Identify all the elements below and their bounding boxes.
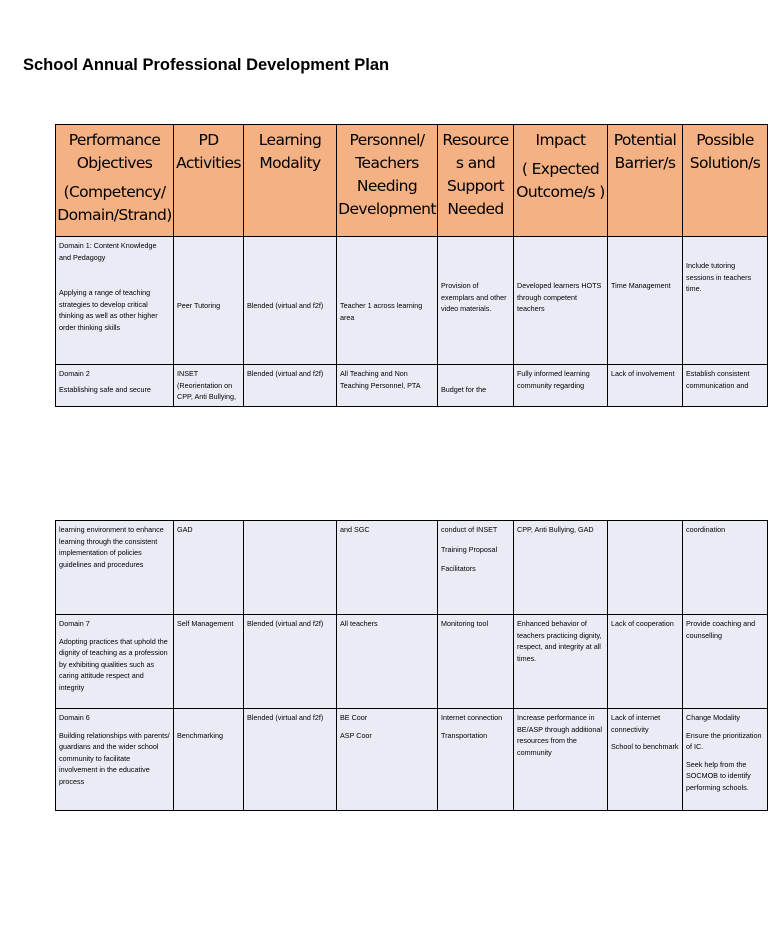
table-row [56, 237, 768, 365]
activity-cell: Self Management [174, 615, 244, 709]
page-title: School Annual Professional Development Plan [23, 56, 390, 74]
modality-cell [244, 521, 337, 615]
solution-cell: coordination [683, 521, 768, 615]
objective-cell: Domain 1: Content Knowledge and Pedagogy Applying a range of teaching strategies to develop critical thinking as well as other higher order thinking skills [56, 237, 174, 365]
table-row [56, 615, 768, 709]
header-modality: Learning Modality [244, 125, 337, 237]
personnel-cell: Teacher 1 across learning area [337, 237, 438, 365]
activity-cell: Peer Tutoring [174, 237, 244, 365]
impact-cell: CPP, Anti Bullying, GAD [514, 521, 608, 615]
personnel-cell: and SGC [337, 521, 438, 615]
barrier-cell: Lack of cooperation [608, 615, 683, 709]
impact-cell: Fully informed learning community regarding [514, 365, 608, 407]
modality-cell: Blended (virtual and f2f) [244, 365, 337, 407]
activity-cell: Benchmarking [174, 709, 244, 811]
barrier-cell: Lack of internet connectivity School to benchmark [608, 709, 683, 811]
header-personnel: Personnel/ Teachers Needing Development [337, 125, 438, 237]
solution-cell: Establish consistent communication and [683, 365, 768, 407]
resources-cell: conduct of INSET Training Proposal Facilitators [438, 521, 514, 615]
barrier-cell: Time Management [608, 237, 683, 365]
header-impact: Impact ( Expected Outcome/s ) [514, 125, 608, 237]
impact-cell: Developed learners HOTS through competent teachers [514, 237, 608, 365]
personnel-cell: All teachers [337, 615, 438, 709]
barrier-cell [608, 521, 683, 615]
plan-table-part-2 [55, 520, 768, 811]
header-resources: Resource s and Support Needed [438, 125, 514, 237]
solution-cell: Change Modality Ensure the prioritization of IC. Seek help from the SOCMOB to identify performing schools. [683, 709, 768, 811]
table-row [56, 365, 768, 407]
impact-cell: Increase performance in BE/ASP through additional resources from the community [514, 709, 608, 811]
modality-cell: Blended (virtual and f2f) [244, 709, 337, 811]
personnel-cell: All Teaching and Non Teaching Personnel, PTA [337, 365, 438, 407]
table-row [56, 521, 768, 615]
objective-cell: Domain 6 Building relationships with parents/ guardians and the wider school community to facilitate involvement in the educative process [56, 709, 174, 811]
header-barriers: Potential Barrier/s [608, 125, 683, 237]
resources-cell: Budget for the [438, 365, 514, 407]
impact-cell: Enhanced behavior of teachers practicing dignity, respect, and integrity at all times. [514, 615, 608, 709]
header-solutions: Possible Solution/s [683, 125, 768, 237]
objective-cell: learning environment to enhance learning through the consistent implementation of policies guidelines and procedures [56, 521, 174, 615]
personnel-cell: BE Coor ASP Coor [337, 709, 438, 811]
header-row [56, 125, 768, 237]
objective-cell: Domain 2 Establishing safe and secure [56, 365, 174, 407]
resources-cell: Internet connection Transportation [438, 709, 514, 811]
barrier-cell: Lack of involvement [608, 365, 683, 407]
resources-cell: Monitoring tool [438, 615, 514, 709]
table-row [56, 709, 768, 811]
solution-cell: Provide coaching and counselling [683, 615, 768, 709]
modality-cell: Blended (virtual and f2f) [244, 237, 337, 365]
header-objectives: Performance Objectives (Competency/ Domain/Strand) [56, 125, 174, 237]
modality-cell: Blended (virtual and f2f) [244, 615, 337, 709]
objective-cell: Domain 7 Adopting practices that uphold the dignity of teaching as a profession by exhibiting qualities such as caring attitude respect and integrity [56, 615, 174, 709]
activity-cell: INSET (Reorientation on CPP, Anti Bullying, [174, 365, 244, 407]
plan-table-part-1 [55, 124, 768, 407]
solution-cell: Include tutoring sessions in teachers time. [683, 237, 768, 365]
resources-cell: Provision of exemplars and other video materials. [438, 237, 514, 365]
activity-cell: GAD [174, 521, 244, 615]
header-activities: PD Activities [174, 125, 244, 237]
